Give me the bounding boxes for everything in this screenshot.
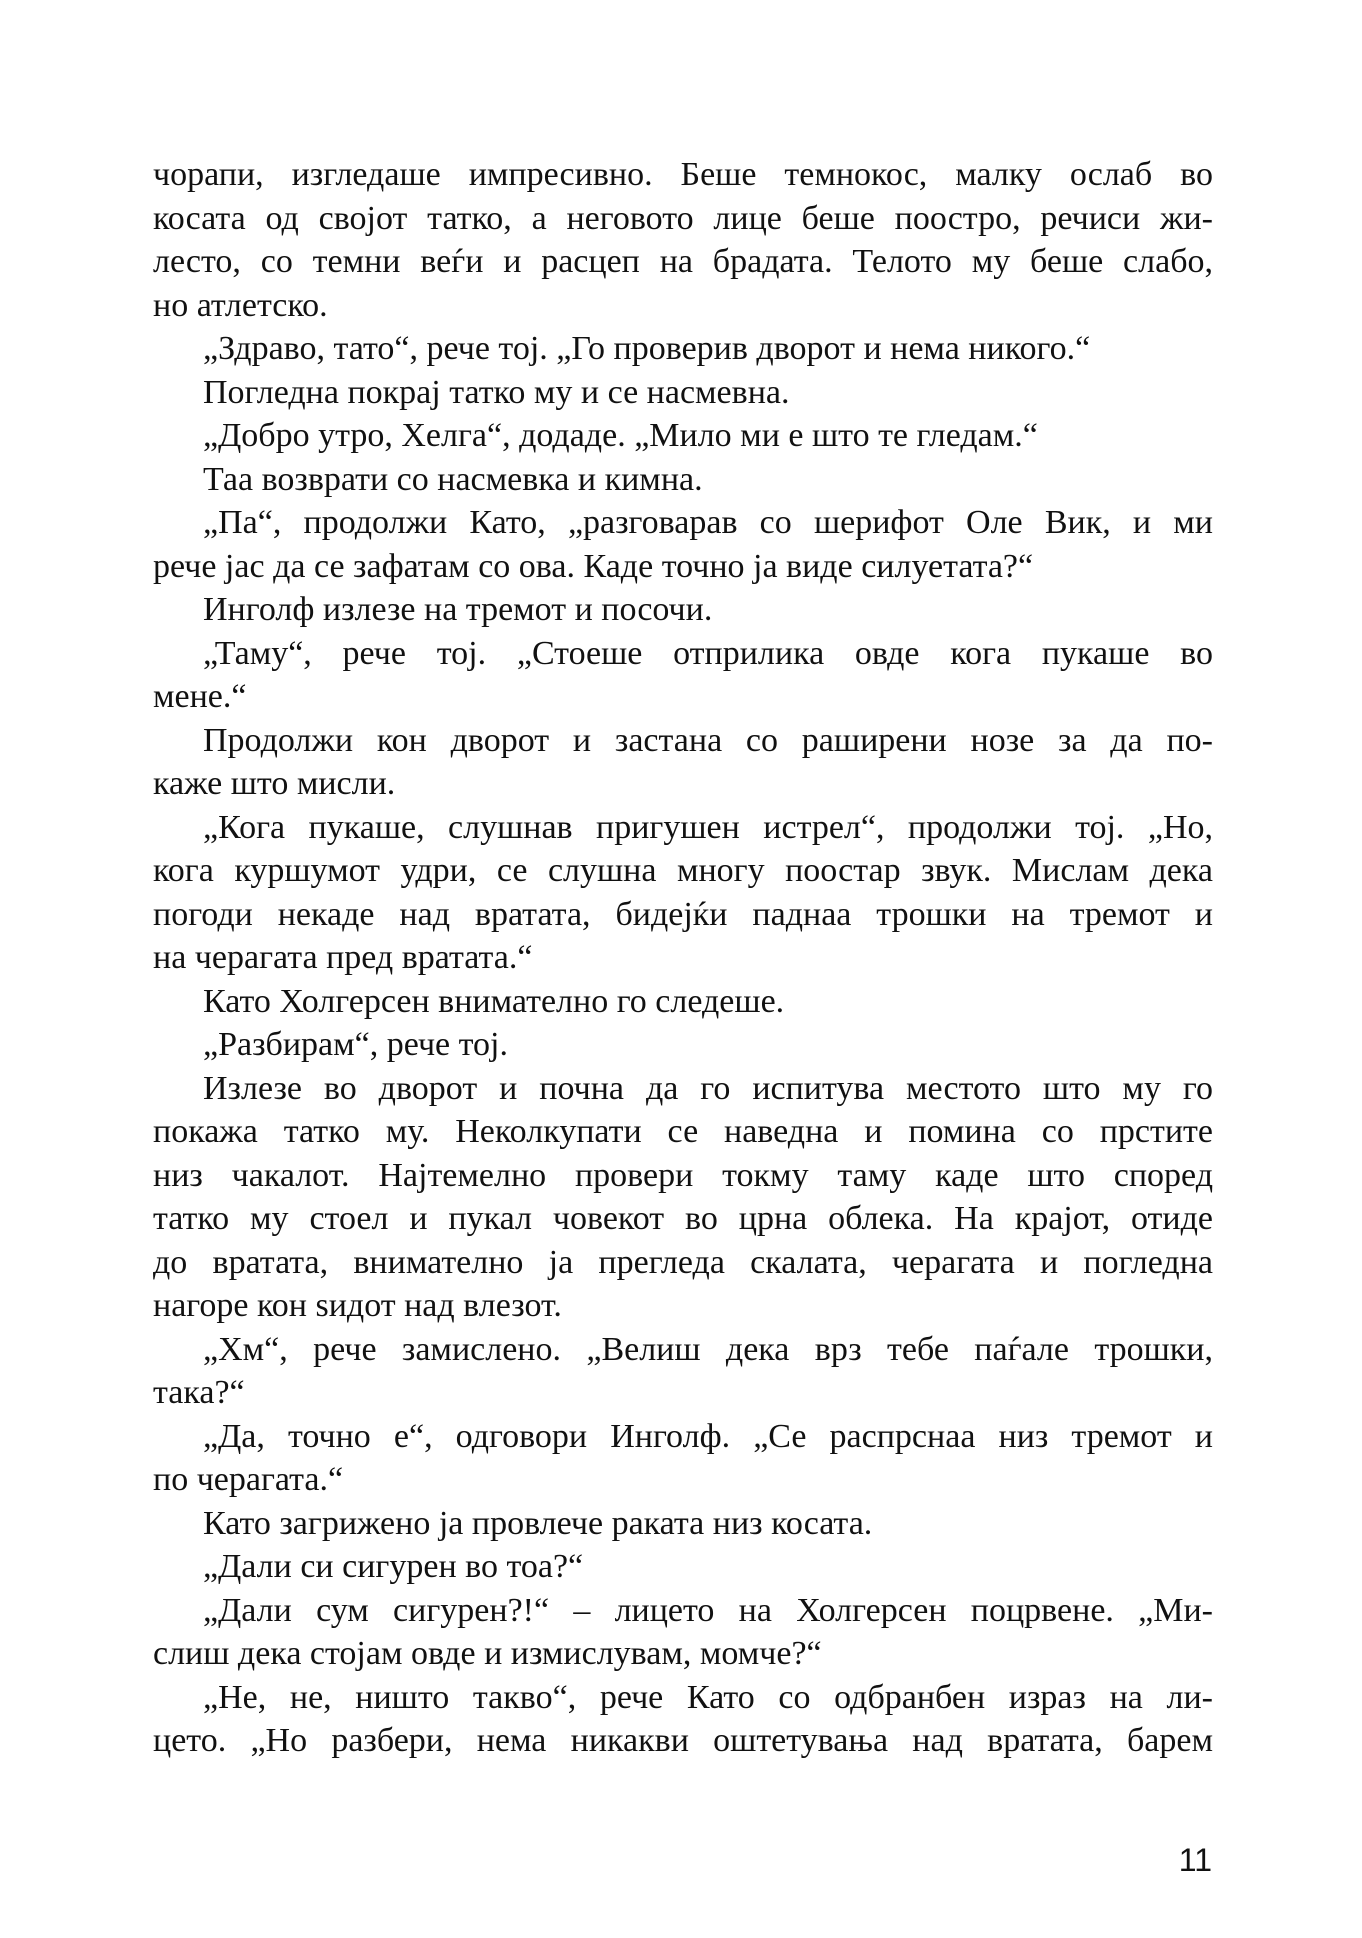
text-line: „Па“, продолжи Като, „разговарав со шерифот Оле Вик, и ми	[203, 504, 1213, 541]
text-line: мене.“	[153, 678, 247, 715]
text-line: кога куршумот удри, се слушна многу поостар звук. Мислам дека	[153, 852, 1213, 889]
text-line: „Таму“, рече тој. „Стоеше отприлика овде кога пукаше во	[203, 634, 1213, 672]
text-line: „Разбирам“, рече тој.	[203, 1026, 509, 1063]
text-line: Таа возврати со насмевка и кимна.	[203, 460, 703, 498]
text-line: цето. „Но разбери, нема никакви оштетувања над вратата, барем	[153, 1722, 1213, 1759]
text-line: каже што мисли.	[153, 765, 396, 802]
text-line: покажа татко му. Неколкупати се наведна и помина со прстите	[153, 1113, 1213, 1150]
text-line: Излезе во дворот и почна да го испитува местото што му го	[203, 1069, 1213, 1107]
page-number: 11	[1178, 1842, 1212, 1878]
text-line: „Кога пукаше, слушнав пригушен истрел“, продолжи тој. „Но,	[203, 808, 1213, 846]
text-line: „Дали сум сигурен?!“ – лицето на Холгерсен поцрвене. „Ми-	[203, 1591, 1213, 1629]
text-line: „Дали си сигурен во тоа?“	[203, 1548, 584, 1585]
text-line: косата од својот татко, а неговото лице беше поостро, речиси жи-	[153, 199, 1213, 237]
text-line: но атлетско.	[153, 286, 328, 324]
text-line: по черагата.“	[153, 1461, 344, 1498]
text-line: „Хм“, рече замислено. „Велиш дека врз тебе паѓале трошки,	[203, 1330, 1213, 1368]
text-line: чорапи, изгледаше импресивно. Беше темнокос, малку ослаб во	[153, 156, 1213, 193]
text-line: „Здраво, тато“, рече тој. „Го проверив дворот и нема никого.“	[203, 330, 1091, 367]
text-line: Продолжи кон дворот и застана со раширени нозе за да по-	[203, 721, 1213, 759]
text-line: „Добро утро, Хелга“, додаде. „Мило ми е што те гледам.“	[203, 417, 1038, 454]
text-line: „Не, не, ништо такво“, рече Като со одбранбен израз на ли-	[203, 1678, 1213, 1716]
text-line: Като загрижено ја провлече раката низ косата.	[203, 1504, 873, 1542]
text-line: Като Холгерсен внимателно го следеше.	[203, 982, 785, 1020]
text-line: „Да, точно е“, одговори Инголф. „Се распрснаа низ тремот и	[203, 1417, 1213, 1455]
text-line: на черагата пред вратата.“	[153, 939, 533, 976]
text-line: слиш дека стојам овде и измислувам, момче?“	[153, 1635, 822, 1672]
text-line: погоди некаде над вратата, бидејќи паднаа трошки на тремот и	[153, 895, 1213, 933]
text-line: Инголф излезе на тремот и посочи.	[203, 591, 713, 628]
text-line: низ чакалот. Најтемелно провери токму таму каде што според	[153, 1156, 1213, 1194]
text-line: татко му стоел и пукал човекот во црна облека. На крајот, отиде	[153, 1200, 1213, 1237]
text-line: лесто, со темни веѓи и расцеп на брадата. Телото му беше слабо,	[153, 243, 1213, 280]
text-line: Погледна покрај татко му и се насмевна.	[203, 373, 790, 411]
text-line: рече јас да се зафатам со ова. Каде точно ја виде силуетата?“	[153, 547, 1034, 585]
body-text	[153, 153, 1213, 1763]
text-line: така?“	[153, 1374, 245, 1411]
text-line: до вратата, внимателно ја прегледа скалата, черагата и погледна	[153, 1243, 1213, 1281]
text-line: нагоре кон ѕидот над влезот.	[153, 1287, 562, 1324]
